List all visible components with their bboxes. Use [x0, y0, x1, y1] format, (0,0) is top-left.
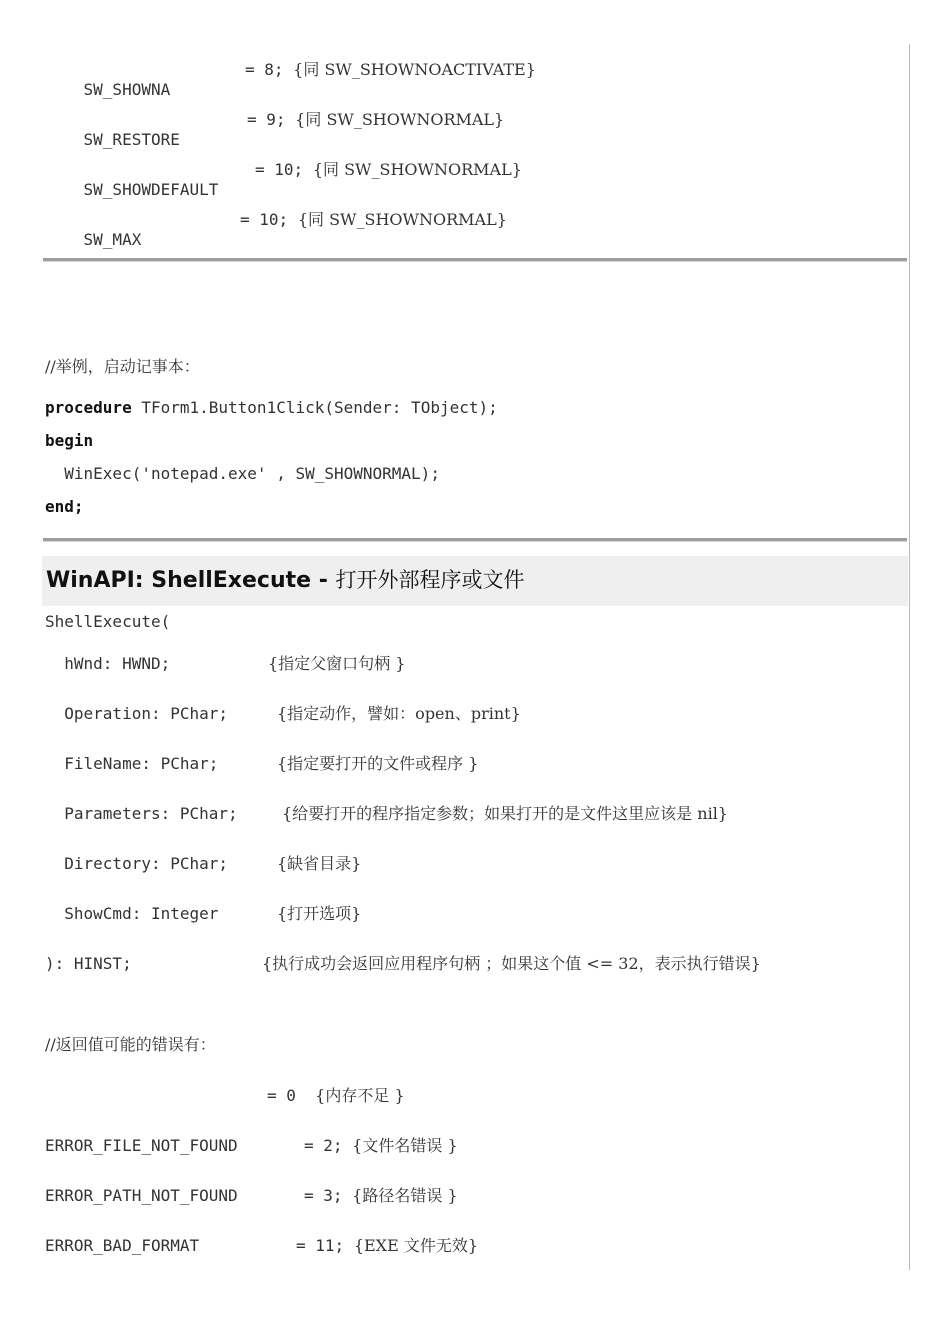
constant-name: SW_SHOWNA [83, 80, 171, 99]
constant-value-comment: = 9; {同 SW_SHOWNORMAL} [247, 110, 505, 129]
param-comment: {缺省目录} [277, 854, 362, 873]
example-comment: //举例，启动记事本： [45, 357, 200, 376]
param-comment: {打开选项} [277, 904, 362, 923]
page-right-border [909, 44, 910, 1270]
constant-name: SW_MAX [83, 230, 142, 249]
error-value-comment: = 11; {EXE 文件无效} [296, 1236, 479, 1255]
procedure-signature: TForm1.Button1Click(Sender: TObject); [131, 398, 498, 417]
return-comment: {执行成功会返回应用程序句柄 ；如果这个值 <= 32，表示执行错误} [262, 954, 761, 973]
return-decl: ): HINST; [45, 954, 132, 973]
constant-name: SW_SHOWDEFAULT [83, 180, 219, 199]
param-comment: {指定要打开的文件或程序 } [277, 754, 479, 773]
code-line [45, 398, 498, 418]
constant-value-comment: = 8; {同 SW_SHOWNOACTIVATE} [245, 60, 536, 79]
error-value-comment: = 0 {内存不足 } [267, 1086, 405, 1105]
param-decl: hWnd: HWND; [45, 654, 171, 673]
divider [43, 538, 907, 542]
constant-value-comment: = 10; {同 SW_SHOWNORMAL} [240, 210, 507, 229]
function-open: ShellExecute( [45, 612, 171, 631]
keyword: procedure [45, 398, 132, 417]
code-body: WinExec('notepad.exe' , SW_SHOWNORMAL); [45, 464, 440, 483]
param-comment: {给要打开的程序指定参数；如果打开的是文件这里应该是 nil} [282, 804, 728, 823]
param-comment: {指定动作，譬如：open、print} [277, 704, 521, 723]
error-value-comment: = 2; {文件名错误 } [304, 1136, 458, 1155]
param-decl: Directory: PChar; [45, 854, 229, 873]
param-decl: Operation: PChar; [45, 704, 229, 723]
constant-value-comment: = 10; {同 SW_SHOWNORMAL} [255, 160, 522, 179]
param-decl: FileName: PChar; [45, 754, 219, 773]
constant-name: SW_RESTORE [83, 130, 180, 149]
section-title: WinAPI: ShellExecute - 打开外部程序或文件 [46, 568, 525, 593]
section-subtitle: 打开外部程序或文件 [335, 568, 525, 592]
param-comment: {指定父窗口句柄 } [268, 654, 406, 673]
error-name: ERROR_BAD_FORMAT [45, 1236, 200, 1255]
param-decl: ShowCmd: Integer [45, 904, 219, 923]
error-value-comment: = 3; {路径名错误 } [304, 1186, 458, 1205]
param-decl: Parameters: PChar; [45, 804, 238, 823]
error-name: ERROR_FILE_NOT_FOUND [45, 1136, 238, 1155]
code-end: end; [45, 497, 84, 516]
errors-comment: //返回值可能的错误有： [45, 1035, 216, 1054]
code-begin: begin [45, 431, 94, 450]
divider [43, 258, 907, 262]
error-name: ERROR_PATH_NOT_FOUND [45, 1186, 238, 1205]
section-header [42, 556, 908, 606]
